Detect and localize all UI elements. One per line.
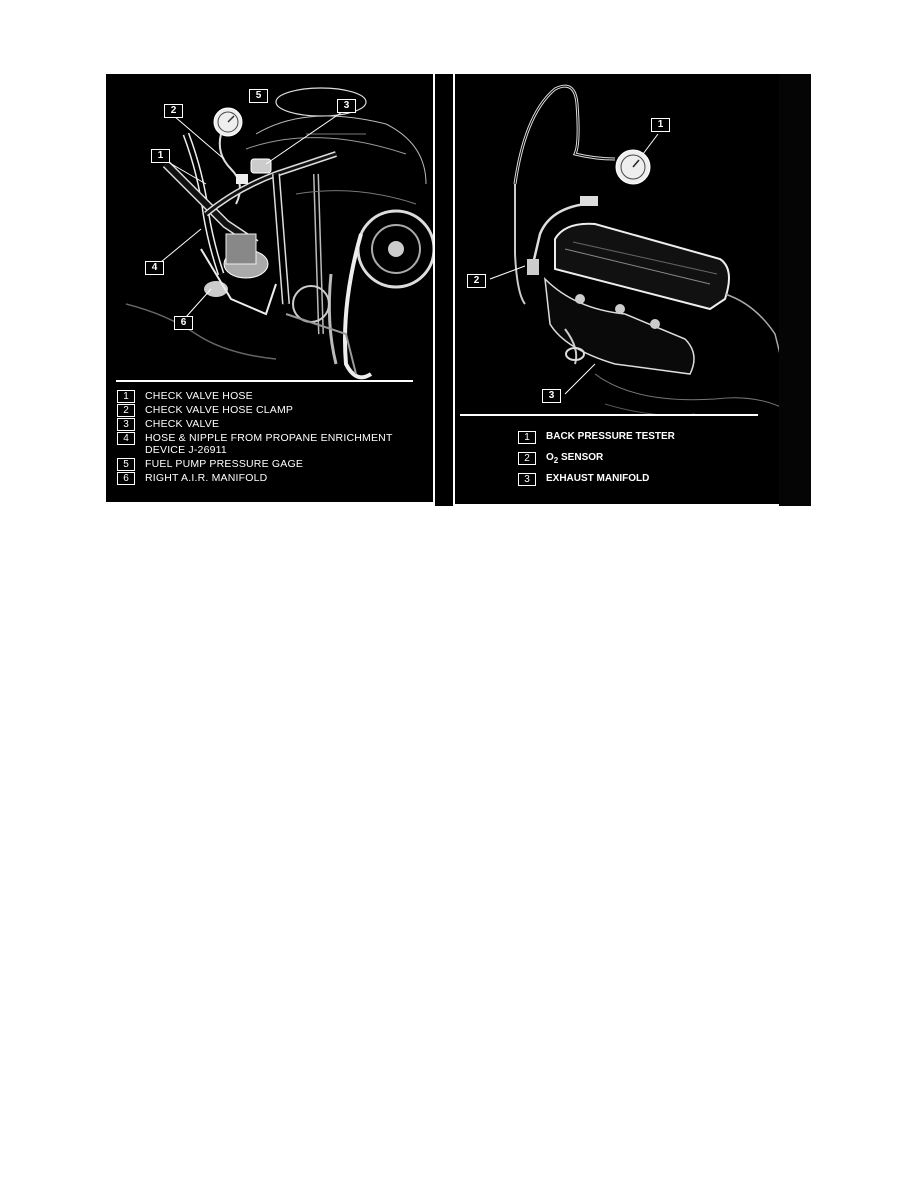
- legend-label: BACK PRESSURE TESTER: [546, 431, 675, 442]
- legend-item: [117, 418, 427, 432]
- legend-number: 6: [117, 472, 135, 485]
- legend-number: 4: [117, 432, 135, 445]
- callout-1: 1: [151, 149, 170, 163]
- callout-2: 2: [164, 104, 183, 118]
- legend-label: CHECK VALVE HOSE CLAMP: [145, 404, 294, 416]
- legend-label-prefix: O: [546, 452, 554, 463]
- legend-number: 3: [117, 418, 135, 431]
- legend-label: RIGHT A.I.R. MANIFOLD: [145, 472, 268, 484]
- legend-item: [117, 432, 427, 458]
- legend-item: [518, 431, 778, 452]
- callout-5: 5: [249, 89, 268, 103]
- legend-label: HOSE & NIPPLE FROM PROPANE ENRICHMENT: [145, 432, 393, 444]
- panel-divider-strip: [435, 74, 453, 506]
- legend-label-subscript: 2: [553, 456, 559, 465]
- legend-label: FUEL PUMP PRESSURE GAGE: [145, 458, 304, 470]
- legend-number: 3: [518, 473, 536, 486]
- legend-number: 5: [117, 458, 135, 471]
- right-figure-panel: [455, 74, 811, 504]
- left-legend: [117, 390, 427, 486]
- callout-3: 3: [542, 389, 561, 403]
- legend-number: 2: [117, 404, 135, 417]
- legend-number: 1: [117, 390, 135, 403]
- legend-item: [117, 404, 427, 418]
- legend-number: 2: [518, 452, 536, 465]
- legend-label: EXHAUST MANIFOLD: [546, 473, 650, 484]
- right-legend: [518, 431, 778, 494]
- legend-item: [518, 473, 778, 494]
- left-figure-panel: [106, 74, 433, 502]
- legend-label-continued: DEVICE J-26911: [145, 444, 227, 456]
- legend-item: [117, 472, 427, 486]
- legend-item: [518, 452, 778, 473]
- callout-2: 2: [467, 274, 486, 288]
- legend-label: CHECK VALVE: [145, 418, 220, 430]
- legend-number: 1: [518, 431, 536, 444]
- legend-item: [117, 390, 427, 404]
- legend-label: CHECK VALVE HOSE: [145, 390, 253, 402]
- legend-divider: [460, 414, 758, 416]
- callout-6: 6: [174, 316, 193, 330]
- callout-4: 4: [145, 261, 164, 275]
- legend-divider: [116, 380, 413, 382]
- legend-label: [546, 452, 603, 467]
- callout-3: 3: [337, 99, 356, 113]
- legend-item: [117, 458, 427, 472]
- callout-1: 1: [651, 118, 670, 132]
- legend-label-suffix: SENSOR: [558, 452, 604, 463]
- right-edge-strip: [779, 74, 811, 506]
